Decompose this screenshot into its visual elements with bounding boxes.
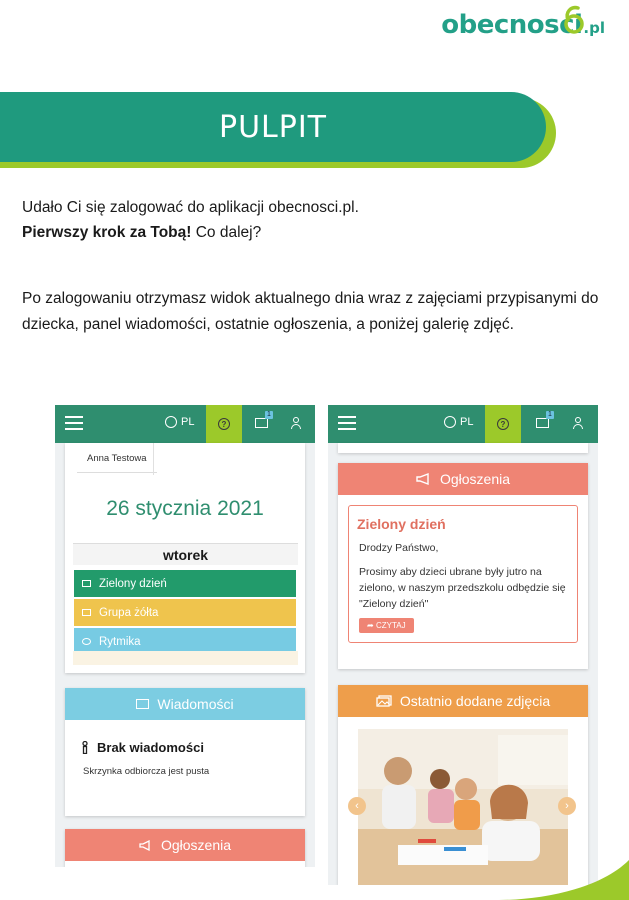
weekday: wtorek (73, 543, 298, 565)
announcement-body: Prosimy aby dzieci ubrane były jutro na zielono, w naszym przedszkolu odbędzie się "Zielony dzień" (359, 566, 566, 610)
activity-label: Grupa żółta (99, 606, 159, 619)
intro-line-1: Udało Ci się zalogować do aplikacji obecnosci.pl. (22, 199, 359, 216)
announcements-title: Ogłoszenia (439, 471, 511, 487)
calendar-card (65, 443, 305, 673)
announcements-title: Ogłoszenia (160, 837, 232, 853)
info-icon (81, 741, 89, 754)
help-button[interactable] (206, 405, 242, 443)
activity-label: Zielony dzień (99, 577, 167, 590)
language-label: PL (460, 416, 474, 428)
no-messages-title (81, 740, 204, 755)
hamburger-menu-icon[interactable] (338, 416, 356, 430)
messages-title: Wiadomości (157, 696, 234, 712)
logo (441, 10, 605, 40)
mail-badge: 1 (548, 411, 552, 418)
building-icon (82, 609, 91, 616)
globe-icon (444, 416, 456, 428)
intro-line-2 (22, 220, 602, 245)
mail-icon (82, 580, 91, 587)
gallery-prev-button[interactable]: ‹ (348, 797, 366, 815)
megaphone-icon (139, 840, 153, 851)
tab-divider (153, 443, 154, 475)
intro-text (22, 195, 602, 245)
banner (0, 92, 546, 162)
envelope-icon (136, 699, 149, 709)
activity-item[interactable] (74, 599, 296, 626)
megaphone-icon (416, 473, 432, 485)
announcements-card (338, 463, 588, 669)
top-bar (328, 405, 598, 443)
messages-header[interactable] (65, 688, 305, 720)
announcements-card (65, 829, 305, 867)
gallery-next-button[interactable]: › (558, 797, 576, 815)
intro-bold: Pierwszy krok za Tobą! (22, 224, 192, 241)
activity-label: Rytmika (99, 635, 141, 648)
globe-icon (165, 416, 177, 428)
logo-mark-icon (561, 4, 587, 34)
user-icon[interactable] (291, 417, 301, 430)
logo-suffix: .pl (583, 19, 605, 37)
announcements-header[interactable] (338, 463, 588, 495)
user-icon[interactable] (573, 417, 583, 430)
logo-text: obecnosci (441, 10, 583, 40)
read-button-label: CZYTAJ (375, 621, 406, 630)
messages-card (65, 688, 305, 816)
help-icon: ? (218, 418, 230, 430)
photos-card (338, 685, 588, 885)
activity-item[interactable] (74, 570, 296, 597)
mail-badge: 1 (267, 411, 271, 418)
announcement-title[interactable]: Zielony dzień (357, 516, 446, 532)
mail-icon[interactable] (536, 418, 549, 428)
images-icon (376, 695, 392, 707)
child-tab[interactable]: Anna Testowa (77, 449, 157, 473)
corner-decoration (499, 860, 629, 900)
top-bar (55, 405, 315, 443)
previous-card-edge (338, 443, 588, 453)
phone-screenshot-right (328, 405, 598, 885)
announcements-header[interactable] (65, 829, 305, 861)
page-title: PULPIT (218, 109, 328, 145)
language-label: PL (181, 416, 195, 428)
hamburger-menu-icon[interactable] (65, 416, 83, 430)
no-messages-label: Brak wiadomości (97, 740, 204, 755)
intro-rest: Co dalej? (191, 224, 262, 241)
inbox-empty-text: Skrzynka odbiorcza jest pusta (83, 766, 210, 777)
language-selector[interactable] (165, 416, 194, 428)
help-button[interactable] (485, 405, 521, 443)
users-icon (82, 638, 91, 645)
read-button[interactable]: ➦ CZYTAJ (359, 618, 414, 633)
calendar-footer (73, 651, 298, 665)
phone-screenshot-left (55, 405, 315, 867)
announcement-greeting: Drodzy Państwo, (359, 542, 439, 554)
mail-icon[interactable] (255, 418, 268, 428)
photos-header[interactable] (338, 685, 588, 717)
current-date: 26 stycznia 2021 (106, 497, 264, 520)
help-icon: ? (497, 418, 509, 430)
language-selector[interactable] (444, 416, 473, 428)
photos-title: Ostatnio dodane zdjęcia (399, 693, 551, 709)
intro-paragraph: Po zalogowaniu otrzymasz widok aktualnego dnia wraz z zajęciami przypisanymi do dziecka, panel wiadomości, ostatnie ogłoszenia, a poniżej galerię zdjęć. (22, 290, 599, 333)
announcement-item (348, 505, 578, 643)
